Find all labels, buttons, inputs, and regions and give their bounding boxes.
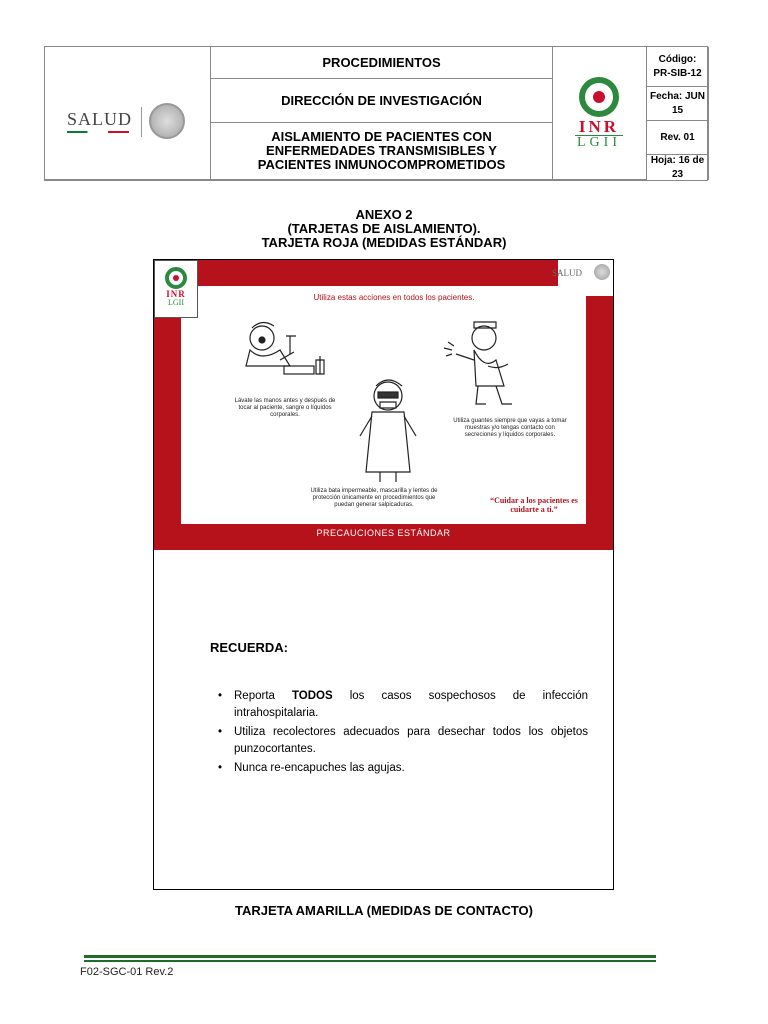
inr-small-logo: INR LGII bbox=[154, 260, 198, 318]
mexico-seal-small-icon bbox=[594, 264, 610, 280]
hoja-cell: Hoja: 16 de 23 bbox=[647, 155, 709, 180]
gloves-figure-icon bbox=[434, 320, 524, 412]
mexico-seal-icon bbox=[149, 103, 185, 139]
anexo-title: ANEXO 2 bbox=[355, 207, 413, 222]
document-title-cell bbox=[211, 123, 553, 180]
codigo-cell: Código: PR-SIB-12 bbox=[647, 47, 709, 87]
salud-small-logo: SALUD bbox=[552, 268, 583, 278]
tarjeta-roja-card bbox=[153, 259, 614, 890]
document-header bbox=[44, 46, 708, 181]
list-item: • Utiliza recolectores adecuados para desechar todos los objetos punzocortantes. bbox=[218, 724, 588, 758]
rev-cell: Rev. 01 bbox=[647, 121, 709, 155]
inr-emblem-icon bbox=[579, 77, 619, 117]
title-line-3: PACIENTES INMUNOCOMPROMETIDOS bbox=[257, 157, 506, 172]
recuerda-list bbox=[218, 688, 588, 779]
title-line-1: AISLAMIENTO DE PACIENTES CON bbox=[271, 129, 492, 144]
wash-hands-text: Lávate las manos antes y después de tocar al paciente, sangre o líquidos corporales. bbox=[234, 398, 336, 418]
inr-small-emblem-icon bbox=[165, 267, 187, 289]
list-item: • Nunca re-encapuches las agujas. bbox=[218, 760, 588, 777]
tarjeta-roja-title: TARJETA ROJA (MEDIDAS ESTÁNDAR) bbox=[261, 235, 507, 250]
precauciones-band: PRECAUCIONES ESTÁNDAR bbox=[316, 528, 451, 538]
form-code: F02-SGC-01 Rev.2 bbox=[80, 966, 174, 978]
procedimientos-cell: PROCEDIMIENTOS bbox=[211, 47, 553, 79]
tarjeta-amarilla-title: TARJETA AMARILLA (MEDIDAS DE CONTACTO) bbox=[234, 903, 534, 918]
recuerda-heading: RECUERDA: bbox=[210, 640, 288, 655]
gloves-text: Utiliza guantes siempre que vayas a tomar muestras y/o tengas contacto con secreciones y líquidos corporales. bbox=[453, 418, 567, 438]
hand-washing-figure-icon bbox=[234, 316, 334, 396]
direccion-cell: DIRECCIÓN DE INVESTIGACIÓN bbox=[211, 79, 553, 123]
title-line-2: ENFERMEDADES TRANSMISIBLES Y bbox=[266, 143, 497, 158]
footer-rule bbox=[84, 955, 656, 958]
gown-mask-figure-icon bbox=[354, 376, 424, 486]
inr-logo-cell bbox=[553, 47, 647, 180]
anexo-subtitle: (TARJETAS DE AISLAMIENTO). bbox=[287, 221, 481, 236]
salud-logo: SALUD bbox=[67, 109, 132, 133]
list-item: • Reporta TODOS los casos sospechosos de infección intrahospitalaria. bbox=[218, 688, 588, 722]
gown-text: Utiliza bata impermeable, mascarilla y lentes de protección únicamente en procedimientos que puedan generar salpicaduras. bbox=[310, 488, 438, 508]
inr-logo: INR LGII bbox=[575, 77, 623, 150]
fecha-cell: Fecha: JUN 15 bbox=[647, 87, 709, 121]
card-lead-text: Utiliza estas acciones en todos los pacientes. bbox=[313, 293, 475, 302]
quote-text: “Cuidar a los pacientes es cuidarte a ti.” bbox=[490, 496, 578, 514]
salud-logo-cell bbox=[45, 47, 211, 180]
